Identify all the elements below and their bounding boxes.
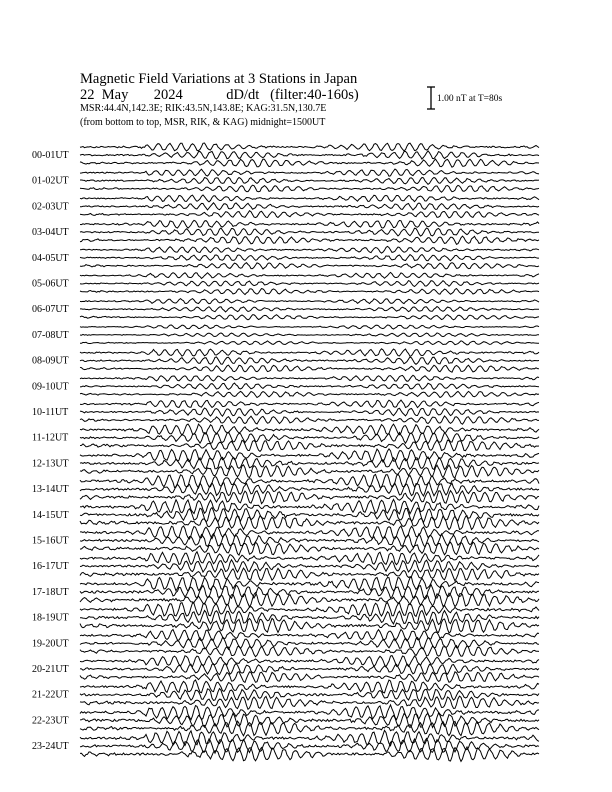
trace-MSR-19-20UT xyxy=(80,646,539,657)
trace-KAG-01-02UT xyxy=(80,169,539,176)
trace-MSR-01-02UT xyxy=(80,185,539,192)
trace-KAG-18-19UT xyxy=(80,603,539,617)
trace-MSR-04-05UT xyxy=(80,263,539,269)
trace-KAG-08-09UT xyxy=(80,349,539,356)
trace-KAG-04-05UT xyxy=(80,246,539,253)
hour-label-03-04UT: 03-04UT xyxy=(32,227,69,239)
hour-label-15-16UT: 15-16UT xyxy=(32,535,69,547)
trace-KAG-10-11UT xyxy=(80,400,539,408)
trace-KAG-05-06UT xyxy=(80,272,539,278)
scale-bar-label: 1.00 nT at T=80s xyxy=(437,94,503,104)
trace-MSR-18-19UT xyxy=(80,618,539,633)
trace-MSR-06-07UT xyxy=(80,315,539,320)
hour-label-12-13UT: 12-13UT xyxy=(32,458,69,470)
scale-bar-icon xyxy=(427,87,435,109)
trace-KAG-16-17UT xyxy=(80,552,539,565)
hour-label-14-15UT: 14-15UT xyxy=(32,509,69,521)
trace-KAG-11-12UT xyxy=(80,424,539,435)
hour-label-21-22UT: 21-22UT xyxy=(32,689,69,701)
trace-MSR-08-09UT xyxy=(80,365,539,372)
trace-RIK-10-11UT xyxy=(80,408,539,416)
trace-MSR-10-11UT xyxy=(80,416,539,424)
trace-KAG-02-03UT xyxy=(80,195,539,202)
trace-MSR-07-08UT xyxy=(80,341,539,345)
trace-MSR-22-23UT xyxy=(80,721,539,736)
hour-label-06-07UT: 06-07UT xyxy=(32,304,69,316)
trace-KAG-20-21UT xyxy=(80,656,539,667)
trace-MSR-16-17UT xyxy=(80,568,539,581)
hour-label-10-11UT: 10-11UT xyxy=(32,407,69,418)
trace-RIK-18-19UT xyxy=(80,611,539,625)
station-coordinates: MSR:44.4N,142.3E; RIK:43.5N,143.8E; KAG:31.5N,130.7E xyxy=(80,103,327,114)
trace-MSR-03-04UT xyxy=(80,236,539,244)
trace-RIK-09-10UT xyxy=(80,383,539,389)
trace-KAG-06-07UT xyxy=(80,299,539,304)
trace-RIK-19-20UT xyxy=(80,638,539,650)
hour-label-05-06UT: 05-06UT xyxy=(32,278,69,290)
hour-label-07-08UT: 07-08UT xyxy=(32,329,69,341)
trace-KAG-13-14UT xyxy=(80,474,539,488)
trace-KAG-12-13UT xyxy=(80,449,539,462)
trace-MSR-05-06UT xyxy=(80,289,539,295)
trace-RIK-20-21UT xyxy=(80,664,539,675)
trace-RIK-13-14UT xyxy=(80,483,539,496)
trace-MSR-20-21UT xyxy=(80,672,539,683)
station-order-note: (from bottom to top, MSR, RIK, & KAG) midnight=1500UT xyxy=(80,117,326,128)
trace-RIK-04-05UT xyxy=(80,255,539,261)
trace-MSR-12-13UT xyxy=(80,465,539,478)
trace-MSR-02-03UT xyxy=(80,211,539,218)
trace-RIK-01-02UT xyxy=(80,178,539,185)
hour-label-18-19UT: 18-19UT xyxy=(32,612,69,624)
trace-KAG-17-18UT xyxy=(80,577,539,591)
date-filter-line: 22 May 2024 dD/dt (filter:40-160s) xyxy=(80,87,359,103)
hour-label-13-14UT: 13-14UT xyxy=(32,484,69,496)
trace-MSR-00-01UT xyxy=(80,159,539,167)
trace-RIK-05-06UT xyxy=(80,281,539,287)
chart-title: Magnetic Field Variations at 3 Stations in Japan xyxy=(80,71,358,87)
trace-KAG-14-15UT xyxy=(80,499,539,514)
trace-MSR-23-24UT xyxy=(80,747,539,762)
hour-label-11-12UT: 11-12UT xyxy=(32,432,69,444)
hour-label-20-21UT: 20-21UT xyxy=(32,664,69,675)
trace-RIK-03-04UT xyxy=(80,228,539,236)
trace-RIK-07-08UT xyxy=(80,333,539,337)
hour-label-23-24UT: 23-24UT xyxy=(32,741,69,753)
trace-MSR-11-12UT xyxy=(80,440,539,452)
trace-KAG-15-16UT xyxy=(80,526,539,539)
hour-label-02-03UT: 02-03UT xyxy=(32,201,69,213)
trace-KAG-19-20UT xyxy=(80,629,539,640)
trace-MSR-21-22UT xyxy=(80,696,539,709)
trace-KAG-07-08UT xyxy=(80,325,539,329)
hour-label-00-01UT: 00-01UT xyxy=(32,150,69,161)
trace-RIK-08-09UT xyxy=(80,357,539,364)
hour-label-19-20UT: 19-20UT xyxy=(32,638,69,650)
hour-label-08-09UT: 08-09UT xyxy=(32,355,69,367)
trace-RIK-15-16UT xyxy=(80,534,539,547)
trace-KAG-22-23UT xyxy=(80,705,539,720)
hour-label-09-10UT: 09-10UT xyxy=(32,381,69,393)
trace-MSR-13-14UT xyxy=(80,491,539,504)
trace-KAG-03-04UT xyxy=(80,220,539,228)
hour-label-16-17UT: 16-17UT xyxy=(32,561,69,573)
trace-KAG-21-22UT xyxy=(80,680,539,693)
trace-RIK-16-17UT xyxy=(80,560,539,572)
trace-RIK-00-01UT xyxy=(80,151,539,159)
hour-label-17-18UT: 17-18UT xyxy=(32,586,69,598)
trace-KAG-09-10UT xyxy=(80,375,539,381)
trace-RIK-02-03UT xyxy=(80,203,539,210)
trace-KAG-00-01UT xyxy=(80,143,539,151)
trace-RIK-22-23UT xyxy=(80,713,539,728)
trace-MSR-09-10UT xyxy=(80,391,539,397)
trace-RIK-06-07UT xyxy=(80,307,539,312)
hour-label-22-23UT: 22-23UT xyxy=(32,715,69,727)
hour-label-04-05UT: 04-05UT xyxy=(32,252,69,264)
hour-label-01-02UT: 01-02UT xyxy=(32,175,69,187)
